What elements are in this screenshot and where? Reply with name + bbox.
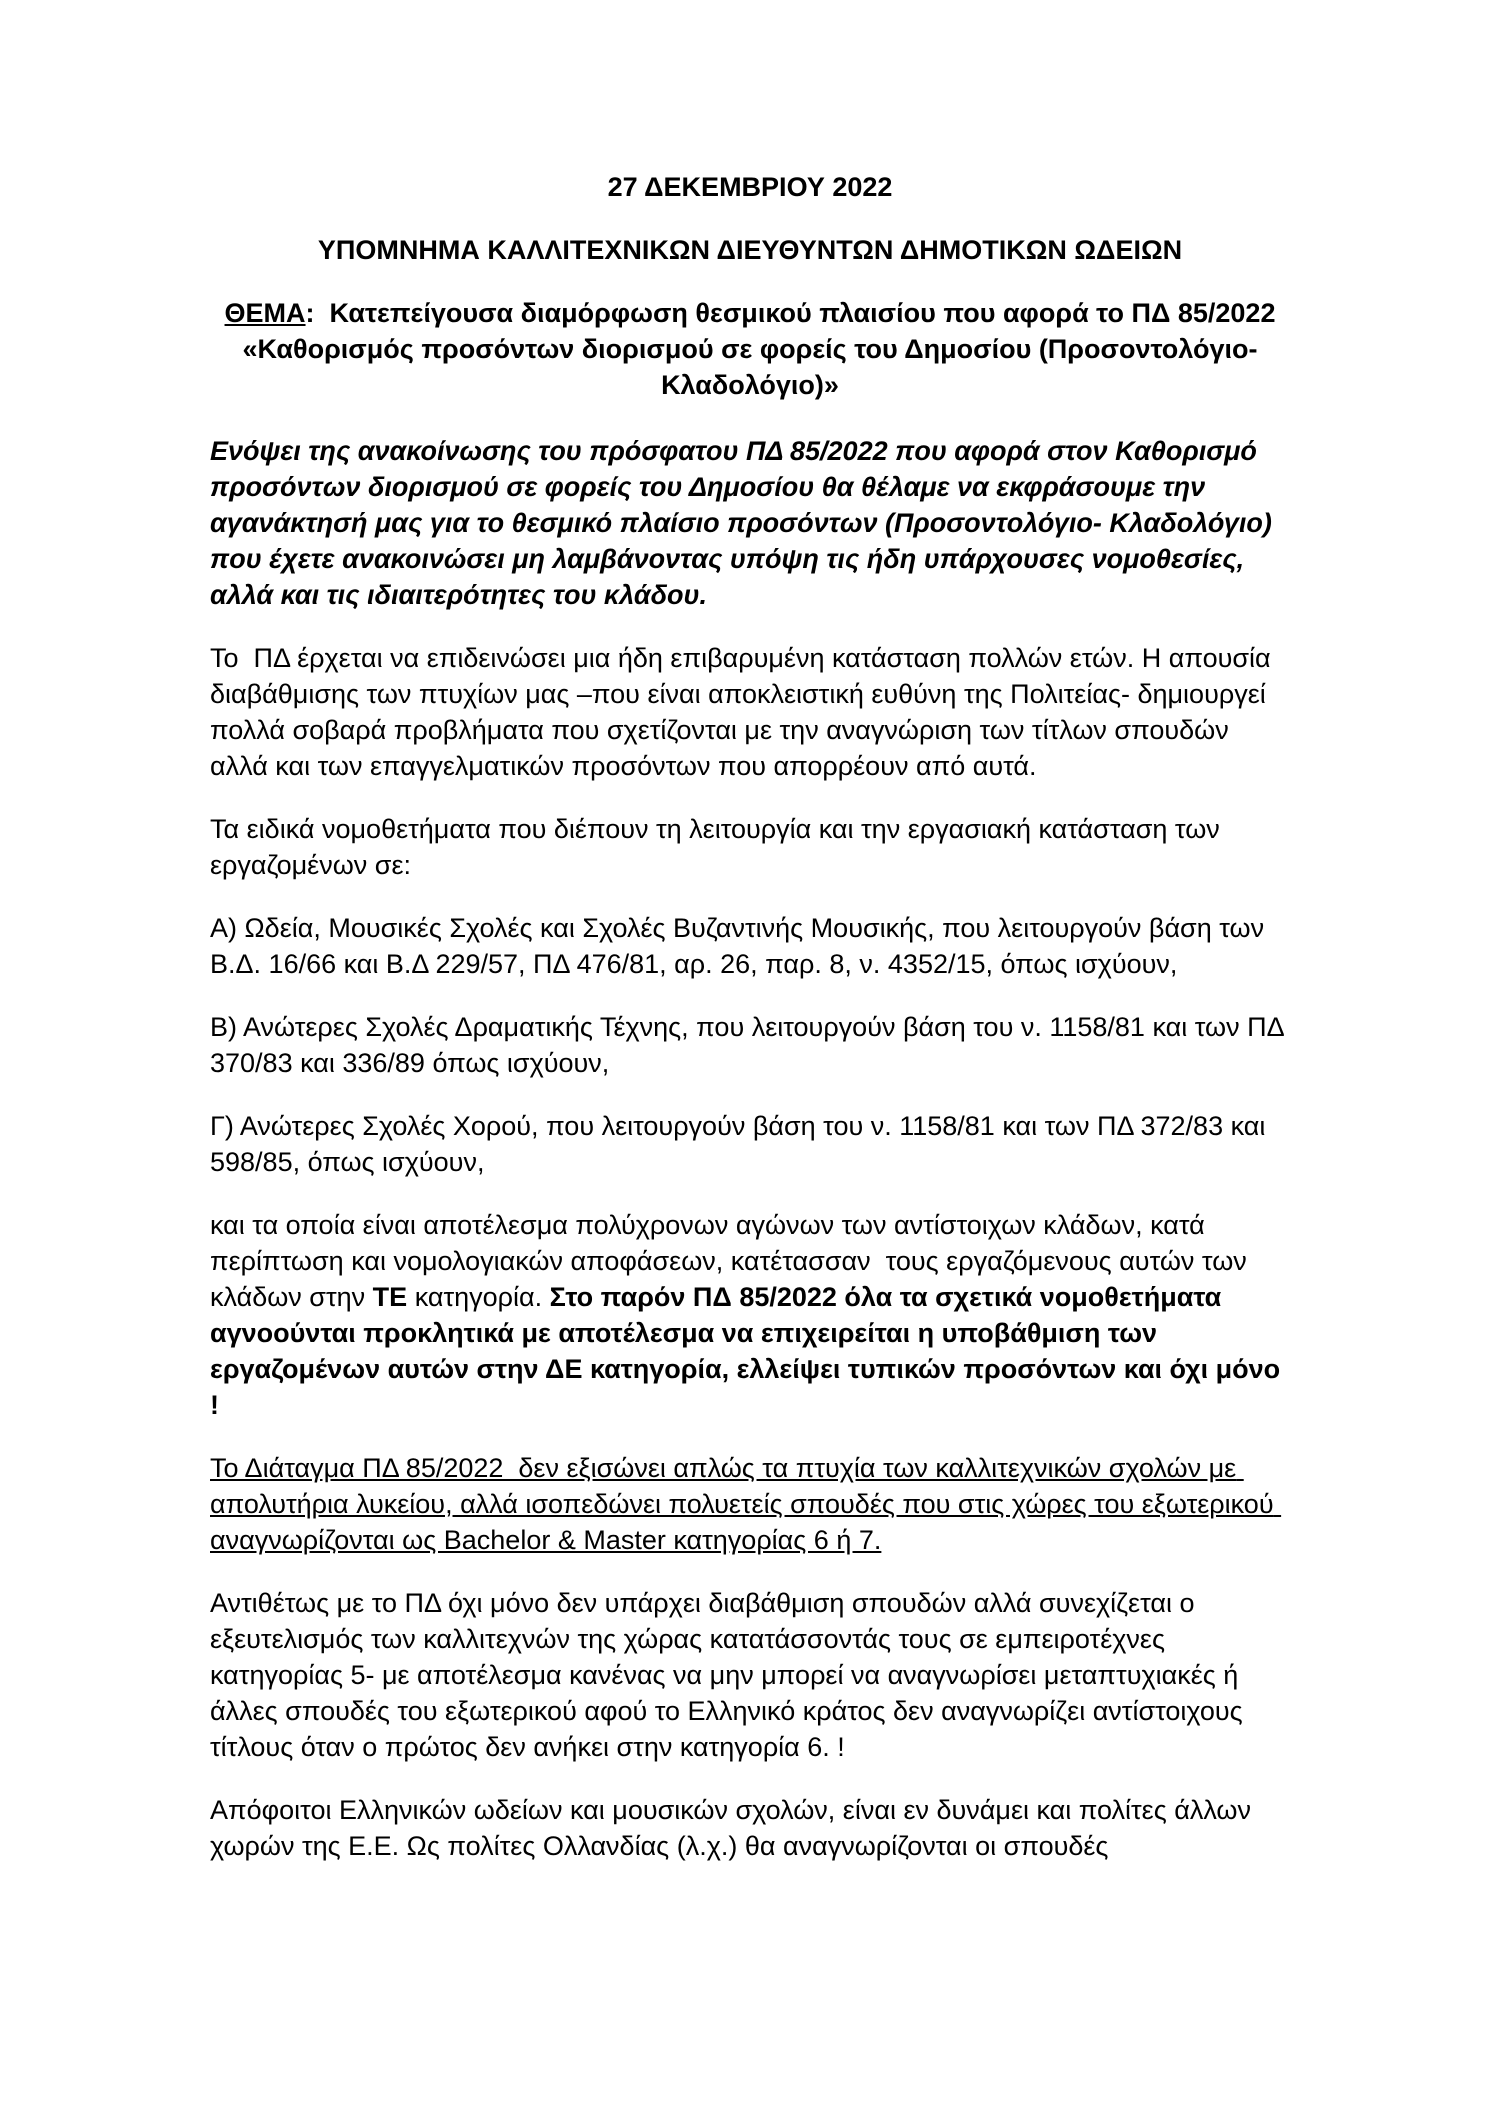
document-date: 27 ΔΕΚΕΜΒΡΙΟΥ 2022 [607, 172, 893, 202]
te-category-bold-te: ΤΕ [372, 1282, 408, 1312]
document-title: ΥΠΟΜΝΗΜΑ ΚΑΛΛΙΤΕΧΝΙΚΩΝ ΔΙΕΥΘΥΝΤΩΝ ΔΗΜΟΤΙΚΩΝ ΩΔΕΙΩΝ [317, 235, 1183, 265]
te-category-text-1: και τα οποία είναι αποτέλεσμα πολύχρονων αγώνων των αντίστοιχων κλάδων, κατά περίπτωση και νομολογιακών αποφάσεων, κατέτασσαν τους εργαζόμενους αυτών των κλάδων στην [210, 1210, 1255, 1312]
subject-text: Κατεπείγουσα διαμόρφωση θεσμικού πλαισίου που αφορά το ΠΔ 85/2022 «Καθορισμός προσόντων διορισμού σε φορείς του Δημοσίου (Προσοντολόγιο-Κλαδολόγιο)» [242, 298, 1283, 400]
paragraph-pd-deterioration: Το ΠΔ έρχεται να επιδεινώσει μια ήδη επιβαρυμένη κατάσταση πολλών ετών. Η απουσία διαβάθμισης των πτυχίων μας –που είναι αποκλειστική ευθύνη της Πολιτείας- δημιουργεί πολλά σοβαρά προβλήματα που σχετίζονται με την αναγνώριση των τίτλων σπουδών αλλά και των επαγγελματικών προσόντων που απορρέουν από αυτά. [210, 643, 1279, 781]
te-category-bold-statement: Στο παρόν ΠΔ 85/2022 όλα τα σχετικά νομοθετήματα αγνοούνται προκλητικά με αποτέλεσμα να επιχειρείται η υποβάθμιση των εργαζομένων αυτών στην ΔΕ κατηγορία, ελλείψει τυπικών προσόντων και όχι μόνο ! [210, 1282, 1288, 1420]
subject-label: ΘΕΜΑ [224, 298, 306, 328]
paragraph-legislation-intro: Τα ειδικά νομοθετήματα που διέπουν τη λειτουργία και την εργασιακή κατάσταση των εργαζομένων σε: [210, 814, 1228, 880]
te-category-text-2: κατηγορία. [407, 1282, 550, 1312]
list-item-b-drama-schools: Β) Ανώτερες Σχολές Δραματικής Τέχνης, που λειτουργούν βάση του ν. 1158/81 και των ΠΔ 370/83 και 336/89 όπως ισχύουν, [210, 1012, 1291, 1078]
paragraph-graduates-eu: Απόφοιτοι Ελληνικών ωδείων και μουσικών σχολών, είναι εν δυνάμει και πολίτες άλλων χωρών της Ε.Ε. Ως πολίτες Ολλανδίας (λ.χ.) θα αναγνωρίζονται οι σπουδές [210, 1795, 1259, 1861]
list-item-a-conservatories: Α) Ωδεία, Μουσικές Σχολές και Σχολές Βυζαντινής Μουσικής, που λειτουργούν βάση των Β.Δ. 16/66 και Β.Δ 229/57, ΠΔ 476/81, αρ. 26, παρ. 8, ν. 4352/15, όπως ισχύουν, [210, 913, 1272, 979]
subject-paragraph [210, 295, 1290, 403]
subject-separator: : [305, 298, 330, 328]
paragraph-decree-equivalence-underlined: Το Διάταγμα ΠΔ 85/2022 δεν εξισώνει απλώς τα πτυχία των καλλιτεχνικών σχολών με απολυτήρια λυκείου, αλλά ισοπεδώνει πολυετείς σπουδές που στις χώρες του εξωτερικού αναγνωρίζονται ως Bachelor & Master κατηγορίας 6 ή 7. [210, 1453, 1282, 1555]
list-item-c-dance-schools: Γ) Ανώτερες Σχολές Χορού, που λειτουργούν βάση του ν. 1158/81 και των ΠΔ 372/83 και 598/85, όπως ισχύουν, [210, 1111, 1273, 1177]
paragraph-no-grading: Αντιθέτως με το ΠΔ όχι μόνο δεν υπάρχει διαβάθμιση σπουδών αλλά συνεχίζεται ο εξευτελισμός των καλλιτεχνών της χώρας κατατάσσοντάς τους σε εμπειροτέχνες κατηγορίας 5- με αποτέλεσμα κανένας να μην μπορεί να αναγνωρίσει μεταπτυχιακές ή άλλες σπουδές του εξωτερικού αφού το Ελληνικό κράτος δεν αναγνωρίζει αντίστοιχους τίτλους όταν ο πρώτος δεν ανήκει στην κατηγορία 6. ! [210, 1588, 1251, 1762]
paragraph-te-category [210, 1207, 1290, 1423]
intro-paragraph: Ενόψει της ανακοίνωσης του πρόσφατου ΠΔ 85/2022 που αφορά στον Καθορισμό προσόντων διορισμού σε φορείς του Δημοσίου θα θέλαμε να εκφράσουμε την αγανάκτησή μας για το θεσμικό πλαίσιο προσόντων (Προσοντολόγιο- Κλαδολόγιο) που έχετε ανακοινώσει μη λαμβάνοντας υπόψη τις ήδη υπάρχουσες νομοθεσίες, αλλά και τις ιδιαιτερότητες του κλάδου. [210, 436, 1280, 610]
